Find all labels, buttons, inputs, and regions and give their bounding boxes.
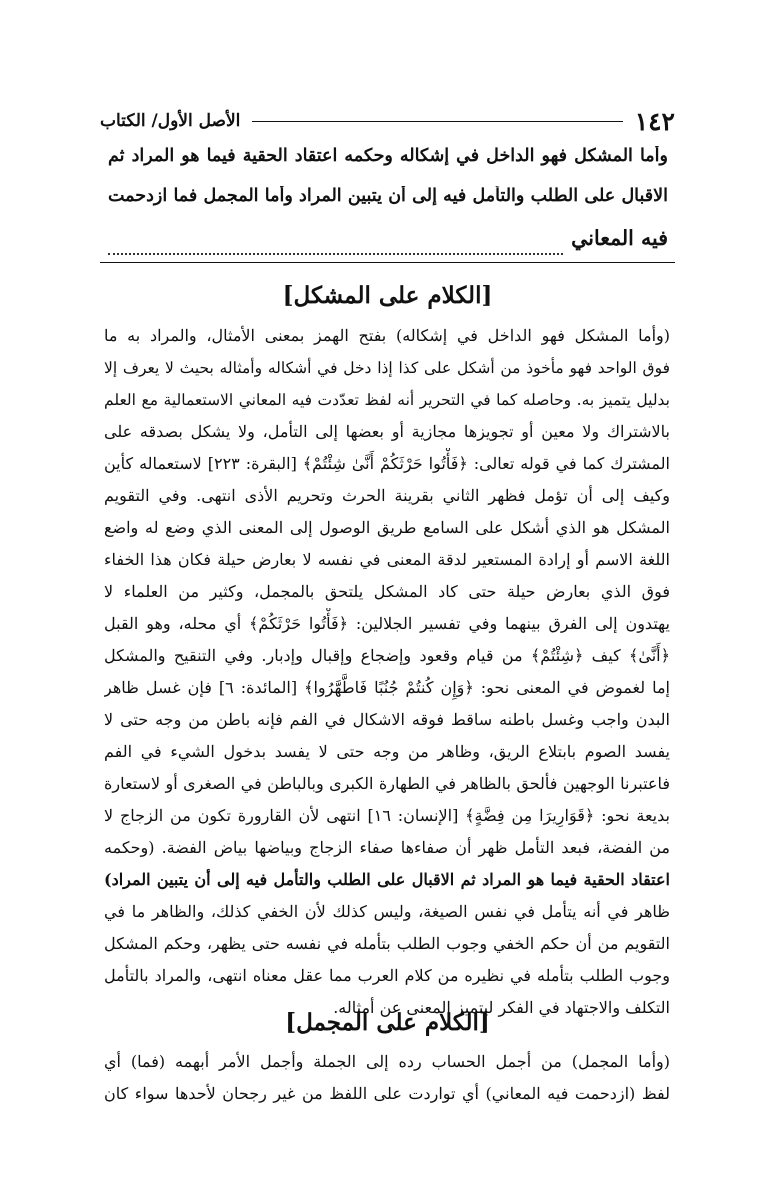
page-number: ١٤٢: [634, 106, 675, 136]
matn-line: [108, 226, 668, 266]
commentary-line: التقويم من أن حكم الخفي وجوب الطلب بتأمله في نفسه حتى يظهر، وحكم المشكل: [104, 934, 670, 953]
commentary-mushkil: [104, 320, 670, 1024]
commentary-line: يفسد الصوم بابتلاع الريق، وظاهر من وجه حتى لا يفسد بدخول الشيء في الفم: [104, 742, 670, 761]
commentary-line: ظاهر في أنه يتأمل في نفس الصيغة، وليس كذلك لأن الخفي كذلك، والظاهر ما في: [104, 902, 670, 921]
commentary-line: فوق الذي بعارض حيلة حتى كاد المشكل يلتحق بالمجمل، وكثير من العلماء لا: [104, 582, 670, 601]
commentary-line: إما لغموض في المعنى نحو: ﴿وَإِن كُنتُمْ جُنُبًا فَاطَّهَّرُوا﴾ [المائدة: ٦] فإن غسل ظاهر: [104, 678, 670, 697]
commentary-line: اعتقاد الحقية فيما هو المراد ثم الاقبال على الطلب والتأمل فيه إلى أن يتبين المراد): [104, 870, 670, 889]
section-heading-mushkil: [الكلام على المشكل]: [282, 282, 493, 309]
matn-divider: [100, 262, 675, 263]
commentary-mujmal: [104, 1046, 670, 1110]
matn-text: [108, 146, 668, 266]
commentary-line: (وأما المجمل) من أجمل الحساب رده إلى الجملة وأجمل الأمر أبهمه (فما) أي: [104, 1052, 670, 1071]
matn-line: وأما المشكل فهو الداخل في إشكاله وحكمه اعتقاد الحقية فيما هو المراد ثم: [108, 146, 668, 166]
commentary-line: يهتدون إلى الفرق بينهما وفي تفسير الجلالين: ﴿فَأْتُوا حَرْثَكُمْ﴾ أي محله، وهو القبل: [104, 614, 670, 633]
commentary-line: اللغة الاسم أو إرادة المستعير لدقة المعنى في نفسه لا بعارض حيلة فكان هذا الخفاء: [104, 550, 670, 569]
commentary-line: وكيف إلى أن تؤمل فظهر الثاني بقرينة الحرث وتحريم الأذى انتهى. وفي التقويم: [104, 486, 670, 505]
commentary-line: بديعة نحو: ﴿قَوَارِيرَا مِن فِضَّةٍ﴾ [الإنسان: ١٦] انتهى لأن القارورة تكون من الزجاج لا: [104, 806, 670, 825]
commentary-line: المشكل هو الذي أشكل على السامع طريق الوصول إلى المعنى الذي وضع له واضع: [104, 518, 670, 537]
header-rule: [252, 121, 622, 122]
commentary-line: المشترك كما في قوله تعالى: ﴿فَأْتُوا حَرْثَكُمْ أَنَّىٰ شِئْتُمْ﴾ [البقرة: ٢٢٣] لاستعماله كأين: [104, 454, 670, 473]
commentary-line: لفظ (ازدحمت فيه المعاني) أي تواردت على اللفظ من غير رجحان لأحدها سواء كان: [104, 1084, 670, 1103]
commentary-line: ﴿أَنَّىٰ﴾ كيف ﴿شِئْتُمْ﴾ من قيام وقعود وإضجاع وإقبال وإدبار. وفي التنقيح والمشكل: [104, 646, 670, 665]
commentary-line: وجوب الطلب بتأمله في نظيره من كلام العرب مما عقل معناه انتهى، والمراد بالتأمل: [104, 966, 670, 985]
running-title: الأصل الأول/ الكتاب: [100, 111, 241, 131]
dotted-leader: [108, 226, 563, 255]
commentary-line: فوق الواحد فهو مأخوذ من أشكل على كذا إذا دخل في أشكاله وأمثاله بحيث لا يعرف إلا: [104, 359, 670, 377]
commentary-line: البدن واجب وغسل باطنه ساقط فوقه الاشكال في الفم فإنه باطن من وجه حتى لا: [104, 710, 670, 729]
commentary-line: من الفضة، فبعد التأمل ظهر أن صفاءها صفاء الزجاج وبياضها بياض الفضة. (وحكمه: [104, 838, 670, 857]
commentary-line: (وأما المشكل فهو الداخل في إشكاله) بفتح الهمز بمعنى الأمثال، والمراد به ما: [104, 326, 670, 345]
matn-line-text: فيه المعاني: [571, 226, 668, 250]
commentary-line: بدليل يتميز به. وحاصله كما في التحرير أنه لفظ تعدّدت فيه المعاني الاستعمالية مع العلم: [104, 391, 670, 409]
page-header: [100, 106, 675, 136]
commentary-line: فاعتبرنا الوجهين فألحق بالظاهر في الطهارة الكبرى وبالباطن في الصغرى أو لاستعارة: [104, 774, 670, 793]
section-heading-mujmal: [الكلام على المجمل]: [285, 1009, 490, 1036]
commentary-line: بالاشتراك ولا معين أو تجويزها مجازية أو بعضها إلى التأمل، ولا يشكل بصدقه على: [104, 422, 670, 441]
commentary-line: التكلف والاجتهاد في الفكر ليتميز المعنى عن أمثاله.: [333, 998, 670, 1017]
matn-line: الاقبال على الطلب والتأمل فيه إلى أن يتبين المراد وأما المجمل فما ازدحمت: [108, 186, 668, 206]
